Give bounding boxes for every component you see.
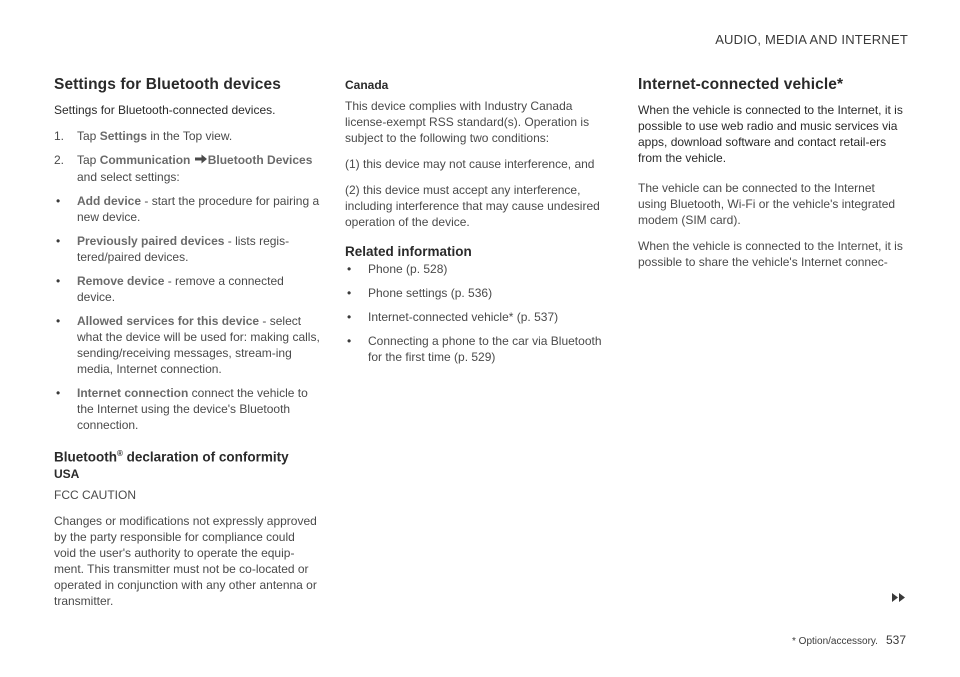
step-text: and select settings: [77, 170, 180, 184]
body-text: When the vehicle is connected to the Internet, it is possible to share the vehicle's Internet connec- [638, 239, 903, 269]
list-item: • Previously paired devices - lists regis-tered/paired devices. [56, 234, 290, 264]
section-header: AUDIO, MEDIA AND INTERNET [715, 32, 908, 47]
option-text: connect the vehicle to the Internet using the device's Bluetooth connection. [77, 386, 308, 432]
step-text: Tap [77, 129, 100, 143]
link-text[interactable]: Internet-connected vehicle* (p. 537) [368, 310, 559, 324]
page-number: 537 [885, 633, 906, 647]
page-footer [792, 633, 906, 647]
step-text: in the Top view. [147, 129, 233, 143]
related-link[interactable]: • Internet-connected vehicle* (p. 537) [347, 310, 559, 324]
step-number: 2. [54, 153, 65, 167]
communication-keyword: Communication [99, 153, 191, 167]
option-keyword: Internet connection [77, 386, 189, 400]
settings-keyword: Settings [99, 129, 148, 143]
next-page-icon[interactable] [892, 593, 906, 604]
link-text[interactable]: Connecting a phone to the car via Bluetooth for the first time (p. 529) [368, 334, 602, 364]
section-title: Internet-connected vehicle* [638, 76, 844, 93]
step-2 [54, 152, 320, 185]
registered-mark: ® [117, 449, 123, 458]
list-item: • Allowed services for this device - select what the device will be used for: making calls, sending/receiving messages, stream-ing media, Internet connection. [56, 314, 320, 376]
option-keyword: Allowed services for this device [77, 314, 260, 328]
option-keyword: Previously paired devices [77, 234, 225, 248]
related-link[interactable]: • Phone (p. 528) [347, 262, 448, 276]
fcc-caution: FCC CAUTION [54, 487, 136, 502]
canada-text: This device complies with Industry Canada license-exempt RSS standard(s). Operation is subject to the following two conditions: [345, 99, 590, 145]
list-item: • Remove device - remove a connected device. [56, 274, 284, 304]
option-keyword: Remove device [77, 274, 165, 288]
option-text: - start the procedure for pairing a new device. [77, 194, 320, 224]
option-keyword: Add device [77, 194, 142, 208]
column-right [638, 76, 906, 280]
link-text[interactable]: Phone settings (p. 536) [368, 286, 493, 300]
column-middle [345, 78, 607, 373]
column-left [54, 76, 320, 619]
canada-heading: Canada [345, 78, 389, 92]
footnote: * Option/accessory. [792, 636, 878, 647]
declaration-heading [54, 449, 320, 465]
body-text: The vehicle can be connected to the Internet using Bluetooth, Wi-Fi or the vehicle's integrated modem (SIM card). [638, 181, 896, 227]
related-heading: Related information [345, 244, 472, 259]
settings-options-list [54, 193, 320, 433]
bluetooth-devices-keyword: Bluetooth Devices [207, 153, 313, 167]
step-number: 1. [54, 129, 65, 143]
heading-text: declaration of conformity [122, 449, 289, 465]
link-text[interactable]: Phone (p. 528) [368, 262, 448, 276]
page-title: Settings for Bluetooth devices [54, 76, 281, 93]
related-link[interactable]: • Connecting a phone to the car via Bluetooth for the first time (p. 529) [347, 334, 602, 364]
step-text: Tap [77, 153, 100, 167]
steps-list [54, 128, 320, 185]
list-item: • Add device - start the procedure for pairing a new device. [56, 194, 320, 224]
fcc-text: Changes or modifications not expressly approved by the party responsible for compliance could void the user's authority to operate the equip-ment. This transmitter must not be co-located or operated in conjunction with any other antenna or transmitter. [54, 513, 317, 608]
condition-2: (2) this device must accept any interference, including interference that may cause undesired operation of the device. [345, 183, 600, 229]
list-item: • Internet connection connect the vehicle to the Internet using the device's Bluetooth connection. [56, 386, 308, 432]
option-text: - remove a connected device. [77, 274, 284, 304]
step-1 [54, 128, 320, 144]
heading-text: Bluetooth [54, 449, 117, 465]
arrow-right-icon [195, 153, 207, 169]
option-text: - lists regis-tered/paired devices. [77, 234, 290, 264]
condition-1: (1) this device may not cause interference, and [345, 157, 595, 171]
lead-text: When the vehicle is connected to the Internet, it is possible to use web radio and music services via apps, download software and contact retail-ers from the vehicle. [638, 103, 903, 165]
related-link[interactable]: • Phone settings (p. 536) [347, 286, 493, 300]
usa-heading: USA [54, 466, 80, 481]
related-list [345, 261, 607, 365]
intro-text: Settings for Bluetooth-connected devices. [54, 103, 276, 117]
option-text: - select what the device will be used for: making calls, sending/receiving messages, stream-ing media, Internet connection. [77, 314, 320, 376]
